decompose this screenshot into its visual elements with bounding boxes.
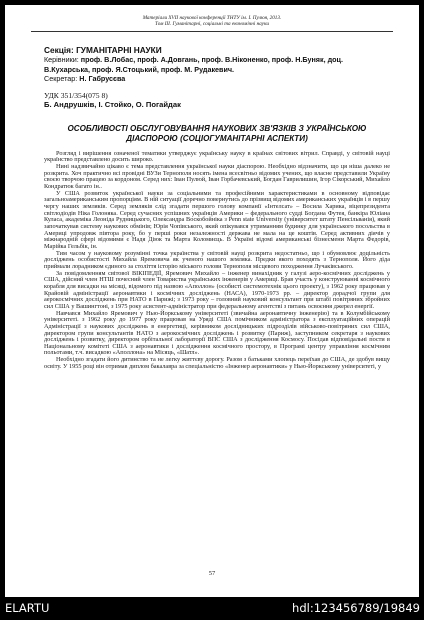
- document-page: [5, 5, 419, 597]
- body-paragraph: Необхідно згадати його дитинство та не легку життєву дорогу. Разом з батьками хлопець переїхав до США, де здобув вищу освіту. У 1955 році він отримав диплом бакалавра за спеціальністю «Інженер аеронавтики» у Нью-Йоркському університеті, у: [44, 356, 390, 370]
- section-secretary-label: Секретар:: [44, 74, 78, 84]
- paper-authors: Б. Андрушків, І. Стойко, О. Погайдак: [44, 99, 181, 109]
- section-secretary-name: Н. Габрусєва: [79, 74, 126, 84]
- body-paragraph: Тим часом у науковому розумінні точка українства у світовій науці розкрита недостатньо, що і обумовлює доцільність досліджень особистості Михайла Яремовича як ученого нашого земляка. Предки якого походять з Тернополя. Його діда приймали лорадником єдиного за століття історію міського голови Тернополя місцевого походження Лучаківського.: [44, 249, 390, 270]
- section-heads-label: Керівники:: [44, 55, 79, 64]
- body-paragraph: Навчався Михайло Яремович у Нью-Йоркському університеті (звичайна аеронавтичну інженерію) та в Колумбійському університеті. з 1962 року до 1977 року працював на Урядi США помічником адміністратора з експлуатаційних операцій Адміністрації з наукових досліджень в енергетиці, керівником дослідницьких підрозділів військово-повітряних сил США, директором групи консультантів НАТО з аерокосмічних досліджень і розвитку (Париж), заступником секретаря з наукових досліджень і розвитку, директором орбітальної лабораторії ВПС США з дослідження Космосу. Посідав відповідальні пости в Національному комітеті США з аеронавтики і дослідження космічного простору, в Програмі центру управління космічним польотами, т.ч. висадкою «Аполлона» на Місяць, «Шатл».: [44, 309, 390, 357]
- page-content: [44, 45, 390, 370]
- page-number: 57: [208, 570, 216, 577]
- viewer-footer-bar: [0, 597, 424, 620]
- handle-identifier: hdl:123456789/19849: [292, 601, 420, 615]
- section-secretary: [44, 74, 390, 84]
- body-paragraph: Розгляд і вирішення означеної тематики утверджує українську науку в країнах світових вітрил. Справді, у світовій науці українство представлено досить широко.: [44, 149, 390, 164]
- repository-name: ELARTU: [5, 601, 50, 615]
- header-rule: [31, 31, 393, 32]
- running-header: [5, 15, 419, 32]
- body-paragraph: Нині надзвичайно цікаво є тема представлення української науки діаспорою. Необхідно відзначити, що ця ніша далеко не розкрита. Хоч практично всі провідні ВУЗи Тернополя носять імена всесвітньо відомих учених, що власне представили Україну своєю творчою працею за кордоном. Серед них: Іван Пулюй, Іван Горбачевський, Богдан Гаврилишин, Ігор Сікорський, Михайло Кондратюк багато ін..: [44, 163, 390, 191]
- udc-code: УДК 351/354(075 8): [44, 90, 108, 100]
- paper-body: [44, 151, 390, 371]
- header-line-2: Том III. Гуманітарні, соціальні та економічні науки: [155, 21, 269, 28]
- section-title: Секція: ГУМАНІТАРНІ НАУКИ: [44, 45, 162, 55]
- paper-title: ОСОБЛИВОСТІ ОБСЛУГОВУВАННЯ НАУКОВИХ ЗВ'ЯЗКІВ З УКРАЇНСЬКОЮ ДІАСПОРОЮ (СОЦІОГУМАНІТАРНІ АСПЕКТИ): [67, 123, 367, 143]
- body-paragraph: У США розвиток української науки за соціальними та професійними характеристиками в основному відповідає загальноамериканським пропорціям. В ній ситуації доречно повернутись до прізвищ відомих американських українців і в першу чергу наших земляків. Серед земляків слід згадати першого голову компанії «Інтелсат» – Восила Харика, віцепрезидента світлодіодів Ніка Голоняка. Серед сучасних успішних українців Америки – федерального судді Богдана Футея, банкіра Юліана Куласа, академіка Леоніда Рудницького, Олександра Воскобойніка з Penn state University (університет штату Пенсільванія), який започаткував систему наукових обмінів; Юрія Чопівського, який опікувався утриманням будинку для українського посольства в Америці упродовж півтора року, бо у перші роки незалежності держава не мала на це коштів. Серед активних діячів у міжнародній сфері відомими є Надя Діюк та Марта Коломиєць. В Україні відомі американські бізнесмени Марта Федорів, Марійка Гельбік, ін.: [44, 189, 390, 250]
- body-paragraph: За повідомленням світової ВІКІПЕДІЇ, Яремович Михайло – інженер винахідник у галузі аеро-космічних досліджень у США, дійсний член НТШ почесний член Товариства українських інженерів у Америці. Брав участь у конструюванні космічного корабля для висадки на місяці, відомого під назвою «Аполлон» (особисті системотехнік цього проекту), з 1962 року працював у Крайовій адміністрації аеронавтики і космічних досліджень (НАСА), 1970-1973 рр. – директор дорадчої групи для аерокосмічних досліджень при НАТО в Парижі; з 1973 року – головний науковий консультант при штабі повітряних збройних сил США у Вашингтоні, з 1975 року асистент-адміністратор при федеральному агентстві з питань освоєння джерел енергії.: [44, 269, 390, 310]
- section-heads-names: проф. В.Лобас, проф. А.Довгань, проф. В.Ніконенко, проф. Н.Буняк, доц. В.Кухарська, проф. Я.Стоцький, проф. М. Рудакевич.: [44, 55, 343, 74]
- section-heads: [44, 55, 390, 74]
- header-line-1: Матеріали XVII наукової конференції ТНТУ ім. І. Пулюя, 2013.: [142, 15, 282, 21]
